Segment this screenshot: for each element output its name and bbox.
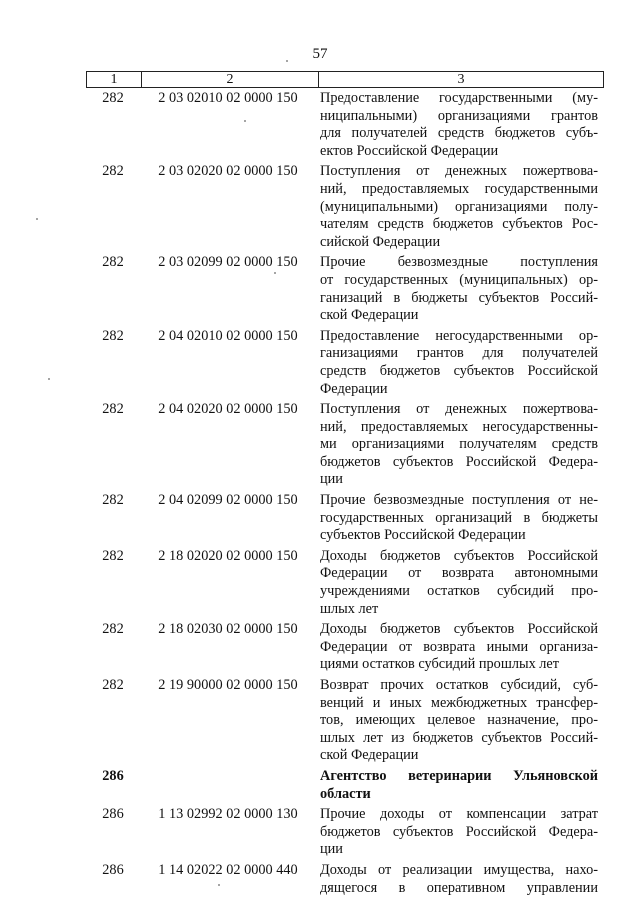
income-name xyxy=(316,163,604,251)
income-name-line: ской Федерации xyxy=(320,307,419,324)
income-name-line: Доходы бюджетов субъектов Российской xyxy=(320,621,598,638)
table-row xyxy=(86,621,604,674)
income-name-line: Прочие безвозмездные поступления от не- xyxy=(320,492,598,509)
scan-speck xyxy=(36,218,38,220)
income-name-line: ний, предоставляемых государственными xyxy=(320,180,598,197)
admin-code: 282 xyxy=(102,254,124,271)
admin-code: 282 xyxy=(102,401,124,418)
income-code: 2 03 02099 02 0000 150 xyxy=(158,254,298,271)
income-name-line: Поступления от денежных пожертвова- xyxy=(320,401,598,418)
income-code: 2 03 02010 02 0000 150 xyxy=(158,90,298,106)
income-code: 2 03 02020 02 0000 150 xyxy=(158,163,298,180)
income-code: 2 18 02030 02 0000 150 xyxy=(158,621,298,638)
income-name xyxy=(316,90,604,160)
admin-code: 282 xyxy=(102,492,124,509)
income-name xyxy=(316,806,604,859)
income-name-line: ниципальными) организациями грантов xyxy=(320,107,598,124)
income-name-line: государственных организаций в бюджеты xyxy=(320,509,598,526)
income-name-line: Федерации от возврата автономными xyxy=(320,565,598,582)
income-name xyxy=(316,401,604,489)
header-col-1: 1 xyxy=(87,72,142,87)
income-name-line: шлых лет из бюджетов субъектов Россий- xyxy=(320,729,598,746)
table-row xyxy=(86,163,604,251)
income-name-line: Федерации xyxy=(320,380,388,397)
income-name xyxy=(316,328,604,398)
admin-code: 282 xyxy=(102,547,124,564)
admin-code: 286 xyxy=(102,806,124,823)
table-row xyxy=(86,90,604,160)
income-name-line: средств бюджетов субъектов Российской xyxy=(320,362,598,379)
income-name-line: Федерации от возврата иными организа- xyxy=(320,638,598,655)
income-name-line: (муниципальными) организациями полу- xyxy=(320,198,598,215)
table-row xyxy=(86,768,604,803)
income-name xyxy=(316,768,604,803)
scan-speck xyxy=(286,60,288,62)
income-name-line: области xyxy=(320,785,371,802)
income-name-line: для получателей средств бюджетов субъ- xyxy=(320,125,598,142)
income-name-line: сийской Федерации xyxy=(320,233,441,250)
income-name-line: Предоставление государственными (му- xyxy=(320,90,598,106)
table-row xyxy=(86,862,604,897)
admin-code: 282 xyxy=(102,163,124,180)
income-name-line: бюджетов субъектов Российской Федера- xyxy=(320,823,598,840)
page-number: 57 xyxy=(312,46,328,62)
income-name-line: тов, имеющих целевое назначение, про- xyxy=(320,712,598,729)
income-name-line: ганизациями грантов для получателей xyxy=(320,345,598,362)
income-name-line: Агентство ветеринарии Ульяновской xyxy=(320,767,598,784)
admin-code: 282 xyxy=(102,90,124,106)
table-row xyxy=(86,254,604,324)
table-row xyxy=(86,677,604,765)
income-name-line: учреждениями остатков субсидий про- xyxy=(320,583,598,600)
income-name-line: ми организациями получателям средств xyxy=(320,436,598,453)
income-name-line: от государственных (муниципальных) ор- xyxy=(320,271,598,288)
admin-code: 282 xyxy=(102,327,124,344)
income-name-line: Возврат прочих остатков субсидий, суб- xyxy=(320,677,598,693)
income-name-line: Доходы от реализации имущества, нахо- xyxy=(320,861,598,878)
income-name-line: ции xyxy=(320,471,343,488)
income-name-line: ектов Российской Федерации xyxy=(320,142,499,159)
income-name-line: ции xyxy=(320,841,343,858)
income-name xyxy=(316,621,604,674)
table-row xyxy=(86,401,604,489)
income-name-line: Доходы бюджетов субъектов Российской xyxy=(320,547,598,564)
admin-code: 286 xyxy=(102,767,124,784)
income-name-line: Предоставление негосударственными ор- xyxy=(320,327,598,344)
scan-speck xyxy=(244,120,246,122)
income-name-line: бюджетов субъектов Российской Федера- xyxy=(320,453,598,470)
income-name-line: Прочие безвозмездные поступления xyxy=(320,254,598,271)
admin-code: 286 xyxy=(102,861,124,878)
income-name xyxy=(316,677,604,765)
income-name-line: Прочие доходы от компенсации затрат xyxy=(320,806,598,823)
admin-code: 282 xyxy=(102,677,124,693)
table-row xyxy=(86,548,604,618)
income-name xyxy=(316,862,604,897)
income-name-line: ганизаций в бюджеты субъектов Россий- xyxy=(320,289,598,306)
income-name-line: субъектов Российской Федерации xyxy=(320,527,526,544)
income-name-line: циями остатков субсидий прошлых лет xyxy=(320,656,560,673)
income-code: 2 04 02099 02 0000 150 xyxy=(158,492,298,509)
income-name-line: Поступления от денежных пожертвова- xyxy=(320,163,598,180)
scan-speck xyxy=(274,272,276,274)
table-body xyxy=(86,90,604,900)
income-name-line: ской Федерации xyxy=(320,747,419,764)
table-row xyxy=(86,328,604,398)
table-header xyxy=(86,71,604,88)
income-code: 1 14 02022 02 0000 440 xyxy=(158,861,298,878)
income-code xyxy=(140,768,316,803)
table-row xyxy=(86,492,604,545)
scan-speck xyxy=(218,884,220,886)
scan-speck xyxy=(48,378,50,380)
income-code: 1 13 02992 02 0000 130 xyxy=(158,806,298,823)
income-code: 2 18 02020 02 0000 150 xyxy=(158,547,298,564)
table-row xyxy=(86,806,604,859)
header-col-2: 2 xyxy=(142,72,319,87)
income-code: 2 04 02010 02 0000 150 xyxy=(158,327,298,344)
income-name xyxy=(316,548,604,618)
income-name-line: дящегося в оперативном управлении xyxy=(320,879,598,896)
income-name-line: шлых лет xyxy=(320,600,379,617)
admin-code: 282 xyxy=(102,621,124,638)
header-col-3: 3 xyxy=(457,72,465,87)
income-name xyxy=(316,492,604,545)
income-name xyxy=(316,254,604,324)
income-code: 2 19 90000 02 0000 150 xyxy=(158,677,298,693)
income-name-line: венций и иных межбюджетных трансфер- xyxy=(320,694,598,711)
income-name-line: ний, предоставляемых негосударственны- xyxy=(320,418,598,435)
income-name-line: чателям средств бюджетов субъектов Рос- xyxy=(320,216,598,233)
income-code: 2 04 02020 02 0000 150 xyxy=(158,401,298,418)
